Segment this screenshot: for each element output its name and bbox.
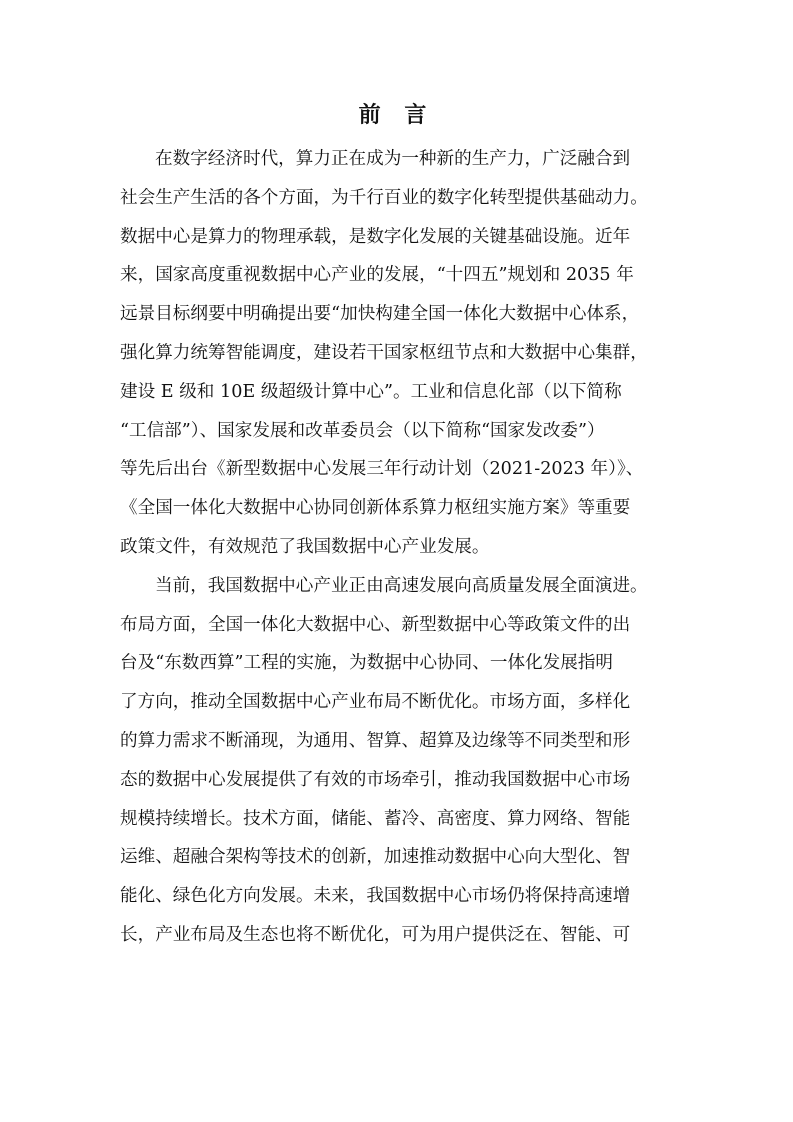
text-line: 能化、绿色化方向发展。未来，我国数据中心市场仍将保持高速增 (120, 886, 631, 907)
text-line: “工信部”）、国家发展和改革委员会（以下简称“国家发改委”） (120, 420, 605, 441)
paragraph-1 (120, 140, 680, 567)
text-line: 建设 E 级和 10E 级超级计算中心”。工业和信息化部（以下简称 (120, 381, 622, 402)
text-line: 长，产业布局及生态也将不断优化，可为用户提供泛在、智能、可 (120, 924, 631, 945)
text-line: 台及“东数西算”工程的实施，为数据中心协同、一体化发展指明 (120, 653, 614, 674)
text-line: 规模持续增长。技术方面，储能、蓄冷、高密度、算力网络、智能 (120, 808, 631, 829)
text-line: 在数字经济时代，算力正在成为一种新的生产力，广泛融合到 (155, 149, 631, 169)
text-line: 的算力需求不断涌现，为通用、智算、超算及边缘等不同类型和形 (120, 730, 631, 751)
text-line: 等先后出台《新型数据中心发展三年行动计划（2021-2023 年）》、 (120, 459, 644, 480)
text-line: 政策文件，有效规范了我国数据中心产业发展。 (120, 536, 490, 557)
page-title: 前 言 (358, 103, 435, 128)
text-line: 了方向，推动全国数据中心产业布局不断优化。市场方面，多样化 (120, 692, 631, 713)
text-line: 社会生产生活的各个方面，为千行百业的数字化转型提供基础动力。 (120, 187, 648, 208)
text-line: 《全国一体化大数据中心协同创新体系算力枢纽实施方案》等重要 (120, 498, 631, 519)
text-line: 远景目标纲要中明确提出要“加快构建全国一体化大数据中心体系， (120, 304, 640, 325)
text-line: 数据中心是算力的物理承载，是数字化发展的关键基础设施。近年 (120, 226, 631, 247)
text-line: 当前，我国数据中心产业正由高速发展向高质量发展全面演进。 (155, 575, 648, 596)
text-line: 布局方面，全国一体化大数据中心、新型数据中心等政策文件的出 (120, 614, 631, 635)
text-line: 态的数据中心发展提供了有效的市场牵引，推动我国数据中心市场 (120, 769, 631, 790)
document-body (120, 140, 680, 955)
text-line: 运维、超融合架构等技术的创新，加速推动数据中心向大型化、智 (120, 847, 631, 868)
paragraph-2 (120, 567, 680, 955)
text-line: 来，国家高度重视数据中心产业的发展，“十四五”规划和 2035 年 (120, 265, 634, 286)
text-line: 强化算力统筹智能调度，建设若干国家枢纽节点和大数据中心集群， (120, 342, 648, 363)
